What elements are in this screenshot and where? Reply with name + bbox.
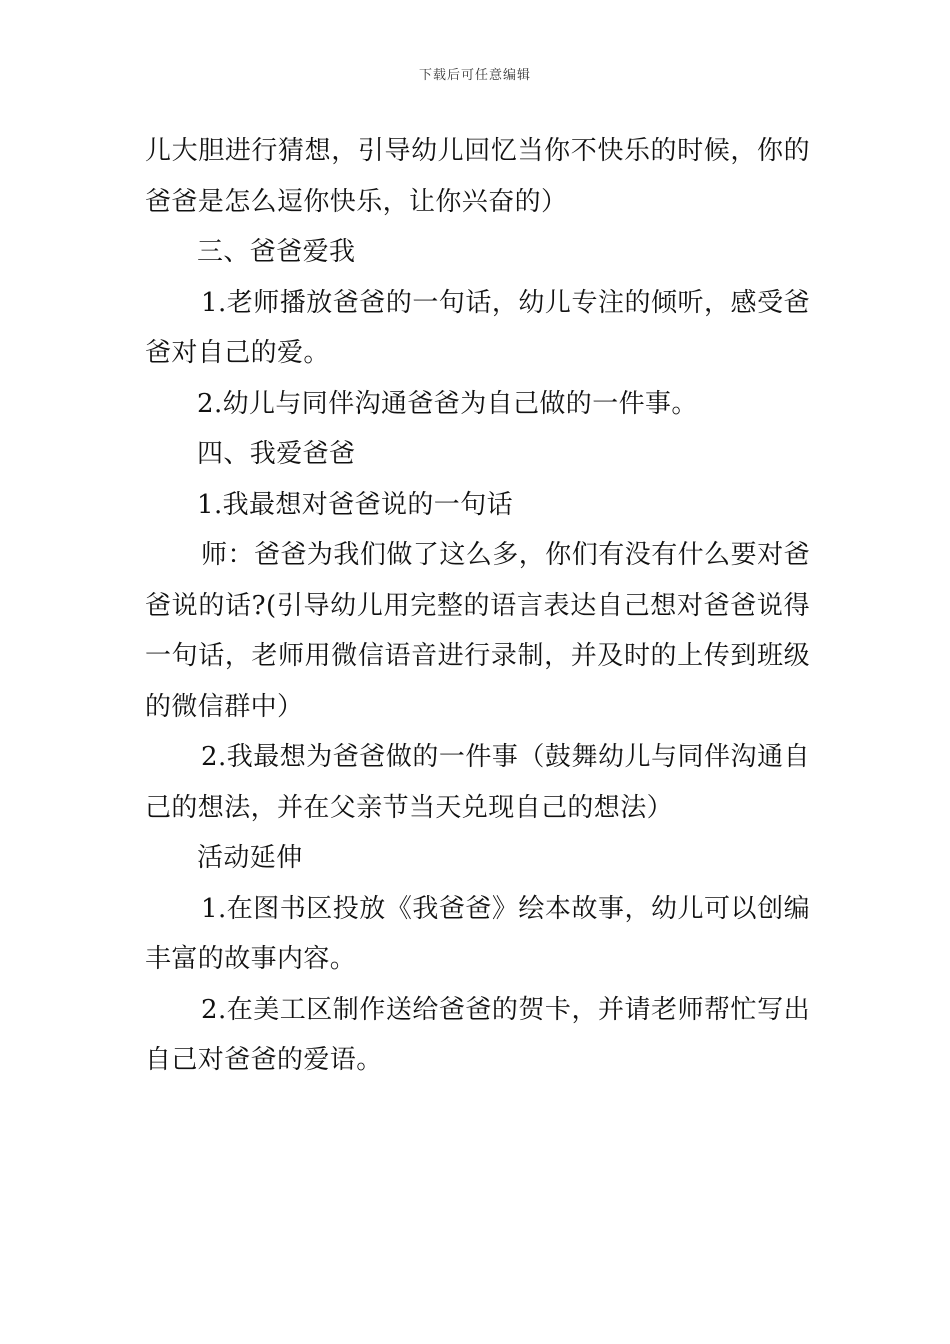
list-item-1: 1.老师播放爸爸的一句话，幼儿专注的倾听，感受爸爸对自己的爱。	[145, 287, 810, 368]
list-item-2: 2.在美工区制作送给爸爸的贺卡，并请老师帮忙写出自己对爸爸的爱语。	[145, 994, 810, 1075]
list-item-1: 1.在图书区投放《我爸爸》绘本故事，幼儿可以创编丰富的故事内容。	[145, 893, 810, 974]
paragraph-continuation: 儿大胆进行猜想，引导幼儿回忆当你不快乐的时候，你的爸爸是怎么逗你快乐，让你兴奋的）	[145, 136, 810, 217]
list-item-2: 2.幼儿与同伴沟通爸爸为自己做的一件事。	[197, 388, 698, 419]
section-heading-i-love-dad: 四、我爱爸爸	[197, 439, 356, 469]
list-item-1: 1.我最想对爸爸说的一句话	[197, 489, 514, 520]
document-body	[145, 126, 810, 1086]
teacher-dialogue-paragraph: 师：爸爸为我们做了这么多，你们有没有什么要对爸爸说的话?(引导幼儿用完整的语言表达自己想对爸爸说得一句话，老师用微信语音进行录制，并及时的上传到班级的微信群中）	[145, 540, 810, 722]
page-header-note: 下载后可任意编辑	[418, 68, 531, 83]
list-item-2: 2.我最想为爸爸做的一件事（鼓舞幼儿与同伴沟通自己的想法，并在父亲节当天兑现自己的想法）	[145, 742, 810, 823]
section-heading-activity-extension: 活动延伸	[197, 843, 303, 873]
section-heading-dad-loves-me: 三、爸爸爱我	[197, 237, 356, 267]
